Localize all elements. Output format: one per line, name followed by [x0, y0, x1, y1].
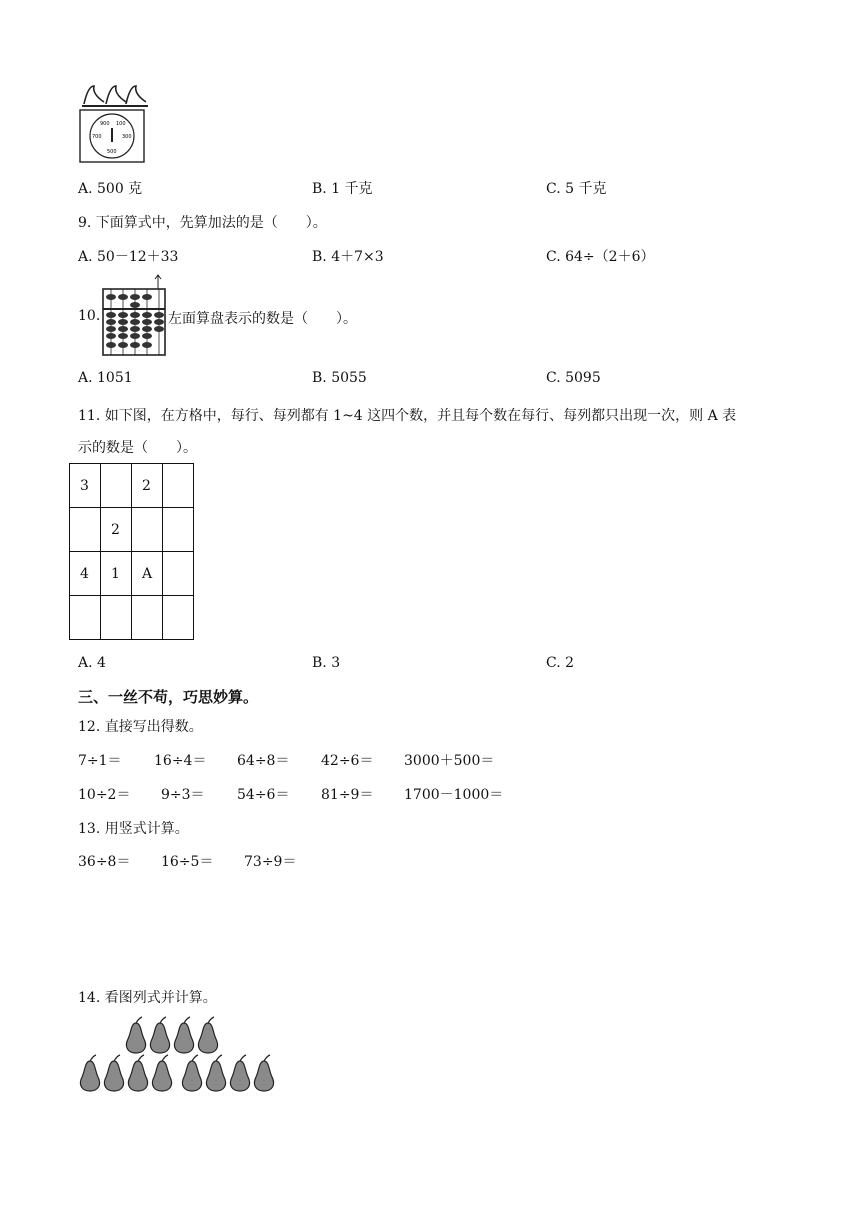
grid-row — [70, 596, 194, 640]
abacus-image — [102, 275, 166, 357]
grid-cell: 4 — [70, 552, 101, 596]
pear-icon — [150, 1017, 169, 1053]
pear-icon — [230, 1055, 249, 1091]
grid-cell — [163, 464, 194, 508]
calc-item: 42÷6＝ — [321, 753, 374, 769]
scale-tick-label: 700 — [92, 134, 102, 140]
grid-cell — [163, 596, 194, 640]
q11-stem-line1: 11. 如下图，在方格中，每行、每列都有 1~4 这四个数，并且每个数在每行、每列都只出现一次，则 A 表 — [78, 408, 737, 424]
latin-square-grid — [69, 463, 194, 640]
grid-cell: 2 — [132, 464, 163, 508]
grid-cell — [70, 508, 101, 552]
scale-tick-label: 100 — [116, 121, 126, 127]
pear-icon — [182, 1055, 201, 1091]
q12-stem: 12. 直接写出得数。 — [78, 719, 203, 735]
q11-option-b[interactable]: B. 3 — [312, 655, 341, 671]
pear-icon — [174, 1017, 193, 1053]
q10-option-a[interactable]: A. 1051 — [78, 370, 133, 386]
scale-with-bananas-image — [78, 78, 168, 168]
grid-cell: 2 — [101, 508, 132, 552]
calc-item: 3000＋500＝ — [404, 753, 495, 769]
q11-option-a[interactable]: A. 4 — [78, 655, 106, 671]
calc-item: 7÷1＝ — [78, 753, 122, 769]
pear-icon — [128, 1055, 147, 1091]
q8-option-c[interactable]: C. 5 千克 — [546, 181, 607, 197]
q14-stem: 14. 看图列式并计算。 — [78, 990, 217, 1006]
pear-icon — [254, 1055, 273, 1091]
calc-item: 81÷9＝ — [321, 787, 374, 803]
scale-tick-label: 900 — [100, 121, 110, 127]
grid-cell: A — [132, 552, 163, 596]
q9-option-c[interactable]: C. 64÷（2＋6） — [546, 249, 655, 265]
grid-cell — [132, 508, 163, 552]
grid-cell — [101, 596, 132, 640]
pear-icon — [126, 1017, 145, 1053]
q10-option-b[interactable]: B. 5055 — [312, 370, 367, 386]
pear-icon — [198, 1017, 217, 1053]
banana-icon — [82, 86, 148, 106]
q8-option-b[interactable]: B. 1 千克 — [312, 181, 373, 197]
calc-item: 9÷3＝ — [161, 787, 205, 803]
scale-tick-label: 300 — [122, 134, 132, 140]
q10-number: 10. — [78, 308, 101, 324]
grid-cell: 1 — [101, 552, 132, 596]
grid-cell — [70, 596, 101, 640]
q11-option-c[interactable]: C. 2 — [546, 655, 575, 671]
q9-stem: 9. 下面算式中，先算加法的是（ ）。 — [78, 215, 327, 231]
calc-item: 16÷4＝ — [154, 753, 207, 769]
calc-item: 64÷8＝ — [237, 753, 290, 769]
calc-item: 1700－1000＝ — [404, 787, 504, 803]
q10-option-c[interactable]: C. 5095 — [546, 370, 601, 386]
grid-cell — [163, 552, 194, 596]
grid-row — [70, 464, 194, 508]
calc-item: 36÷8＝ — [78, 854, 131, 870]
grid-cell — [101, 464, 132, 508]
calc-item: 54÷6＝ — [237, 787, 290, 803]
grid-cell — [132, 596, 163, 640]
calc-item: 16÷5＝ — [161, 854, 214, 870]
grid-cell — [163, 508, 194, 552]
scale-tick-label: 500 — [107, 149, 117, 155]
pear-icon — [80, 1055, 99, 1091]
pear-icon — [104, 1055, 123, 1091]
q13-stem: 13. 用竖式计算。 — [78, 821, 189, 837]
q9-option-b[interactable]: B. 4＋7×3 — [312, 249, 384, 265]
q9-option-a[interactable]: A. 50－12＋33 — [78, 249, 179, 265]
q10-stem: 左面算盘表示的数是（ ）。 — [168, 311, 357, 327]
calc-item: 10÷2＝ — [78, 787, 131, 803]
grid-row — [70, 552, 194, 596]
pear-icon — [206, 1055, 225, 1091]
pear-icon — [152, 1055, 171, 1091]
grid-cell: 3 — [70, 464, 101, 508]
section-3-heading: 三、一丝不苟，巧思妙算。 — [78, 688, 259, 706]
q11-stem-line2: 示的数是（ ）。 — [78, 440, 197, 456]
pears-image — [78, 1015, 278, 1095]
q8-option-a[interactable]: A. 500 克 — [78, 181, 143, 197]
calc-item: 73÷9＝ — [244, 854, 297, 870]
grid-row — [70, 508, 194, 552]
